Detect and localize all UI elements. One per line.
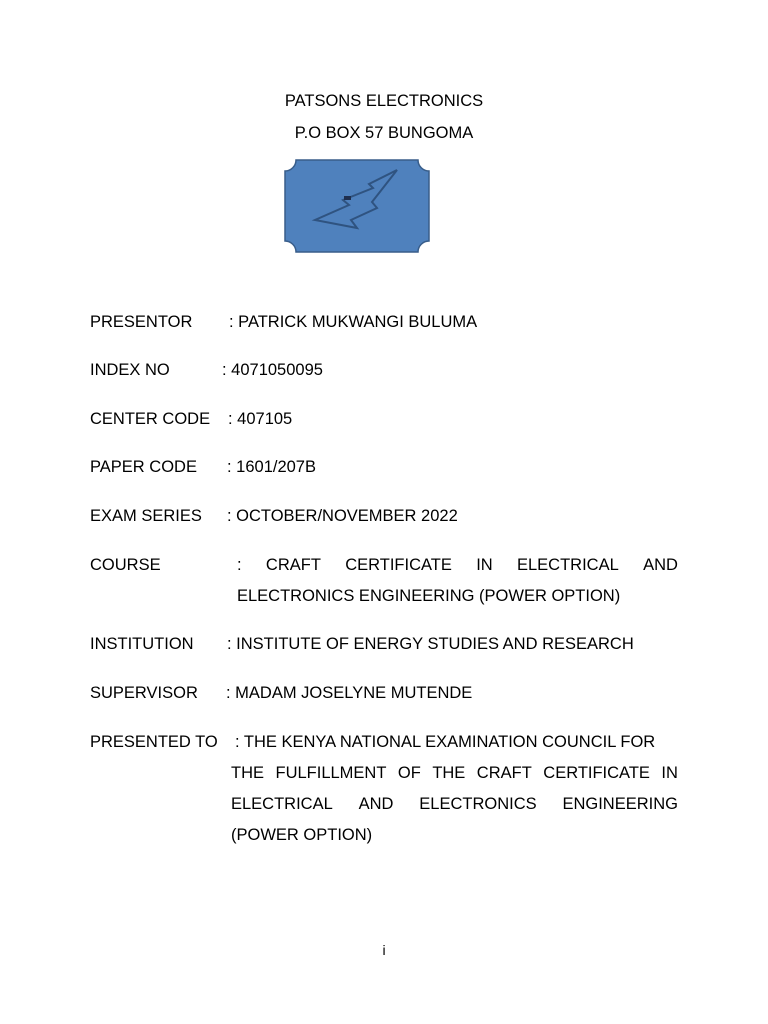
institution-value: : INSTITUTE OF ENERGY STUDIES AND RESEARCH (227, 635, 634, 653)
logo-plaque-shape (285, 160, 429, 252)
exam-series-row (90, 501, 678, 532)
institution-row (90, 629, 678, 660)
supervisor-label: SUPERVISOR (90, 684, 198, 702)
presented-to-line-1: : THE KENYA NATIONAL EXAMINATION COUNCIL FOR (235, 733, 656, 751)
logo-mark (344, 196, 351, 200)
institution-label: INSTITUTION (90, 635, 194, 653)
course-word: AND (643, 556, 678, 574)
presentor-row (90, 307, 678, 338)
index-no-row (90, 355, 678, 386)
page-number: i (382, 942, 386, 958)
presented-to-word: THE (231, 764, 264, 782)
presented-to-line-4: (POWER OPTION) (231, 826, 373, 844)
course-word: ELECTRICAL (517, 556, 619, 574)
center-code-value: : 407105 (228, 410, 293, 428)
center-code-label: CENTER CODE (90, 410, 211, 428)
presentor-value: : PATRICK MUKWANGI BULUMA (229, 313, 478, 331)
course-word: : (237, 556, 242, 574)
company-address: P.O BOX 57 BUNGOMA (294, 124, 474, 142)
presented-to-word: THE (432, 764, 466, 782)
presented-to-word: AND (358, 795, 394, 813)
course-row (90, 550, 678, 612)
paper-code-row (90, 452, 678, 483)
presented-to-word: ELECTRICAL (231, 795, 333, 813)
presented-to-line-2 (231, 758, 678, 789)
supervisor-value: : MADAM JOSELYNE MUTENDE (226, 684, 473, 702)
course-value (237, 550, 678, 612)
index-no-value: : 4071050095 (222, 361, 323, 379)
presentor-label: PRESENTOR (90, 313, 193, 331)
company-logo (283, 158, 431, 254)
exam-series-value: : OCTOBER/NOVEMBER 2022 (227, 507, 458, 525)
exam-series-label: EXAM SERIES (90, 507, 202, 525)
presented-to-word: CERTIFICATE (543, 764, 650, 782)
presented-to-value (231, 727, 678, 851)
paper-code-value: : 1601/207B (227, 458, 316, 476)
course-value-line-1 (237, 550, 678, 581)
presented-to-label: PRESENTED TO (90, 733, 218, 751)
logo-plaque (283, 158, 431, 254)
index-no-label: INDEX NO (90, 361, 170, 379)
presented-to-word: CRAFT (476, 764, 532, 782)
presented-to-line-3 (231, 789, 678, 820)
course-word: CRAFT (265, 556, 321, 574)
presented-to-word: FULFILLMENT (275, 764, 387, 782)
presented-to-word: OF (397, 764, 421, 782)
supervisor-row (90, 678, 678, 709)
center-code-row (90, 404, 678, 435)
course-word: IN (476, 556, 493, 574)
course-word: CERTIFICATE (345, 556, 452, 574)
presented-to-word: ELECTRONICS (419, 795, 537, 813)
company-name: PATSONS ELECTRONICS (284, 92, 484, 110)
course-label: COURSE (90, 556, 161, 574)
presented-to-word: ENGINEERING (562, 795, 678, 813)
presented-to-row (90, 727, 678, 851)
paper-code-label: PAPER CODE (90, 458, 197, 476)
presented-to-word: IN (661, 764, 678, 782)
course-value-line-2: ELECTRONICS ENGINEERING (POWER OPTION) (237, 587, 621, 605)
